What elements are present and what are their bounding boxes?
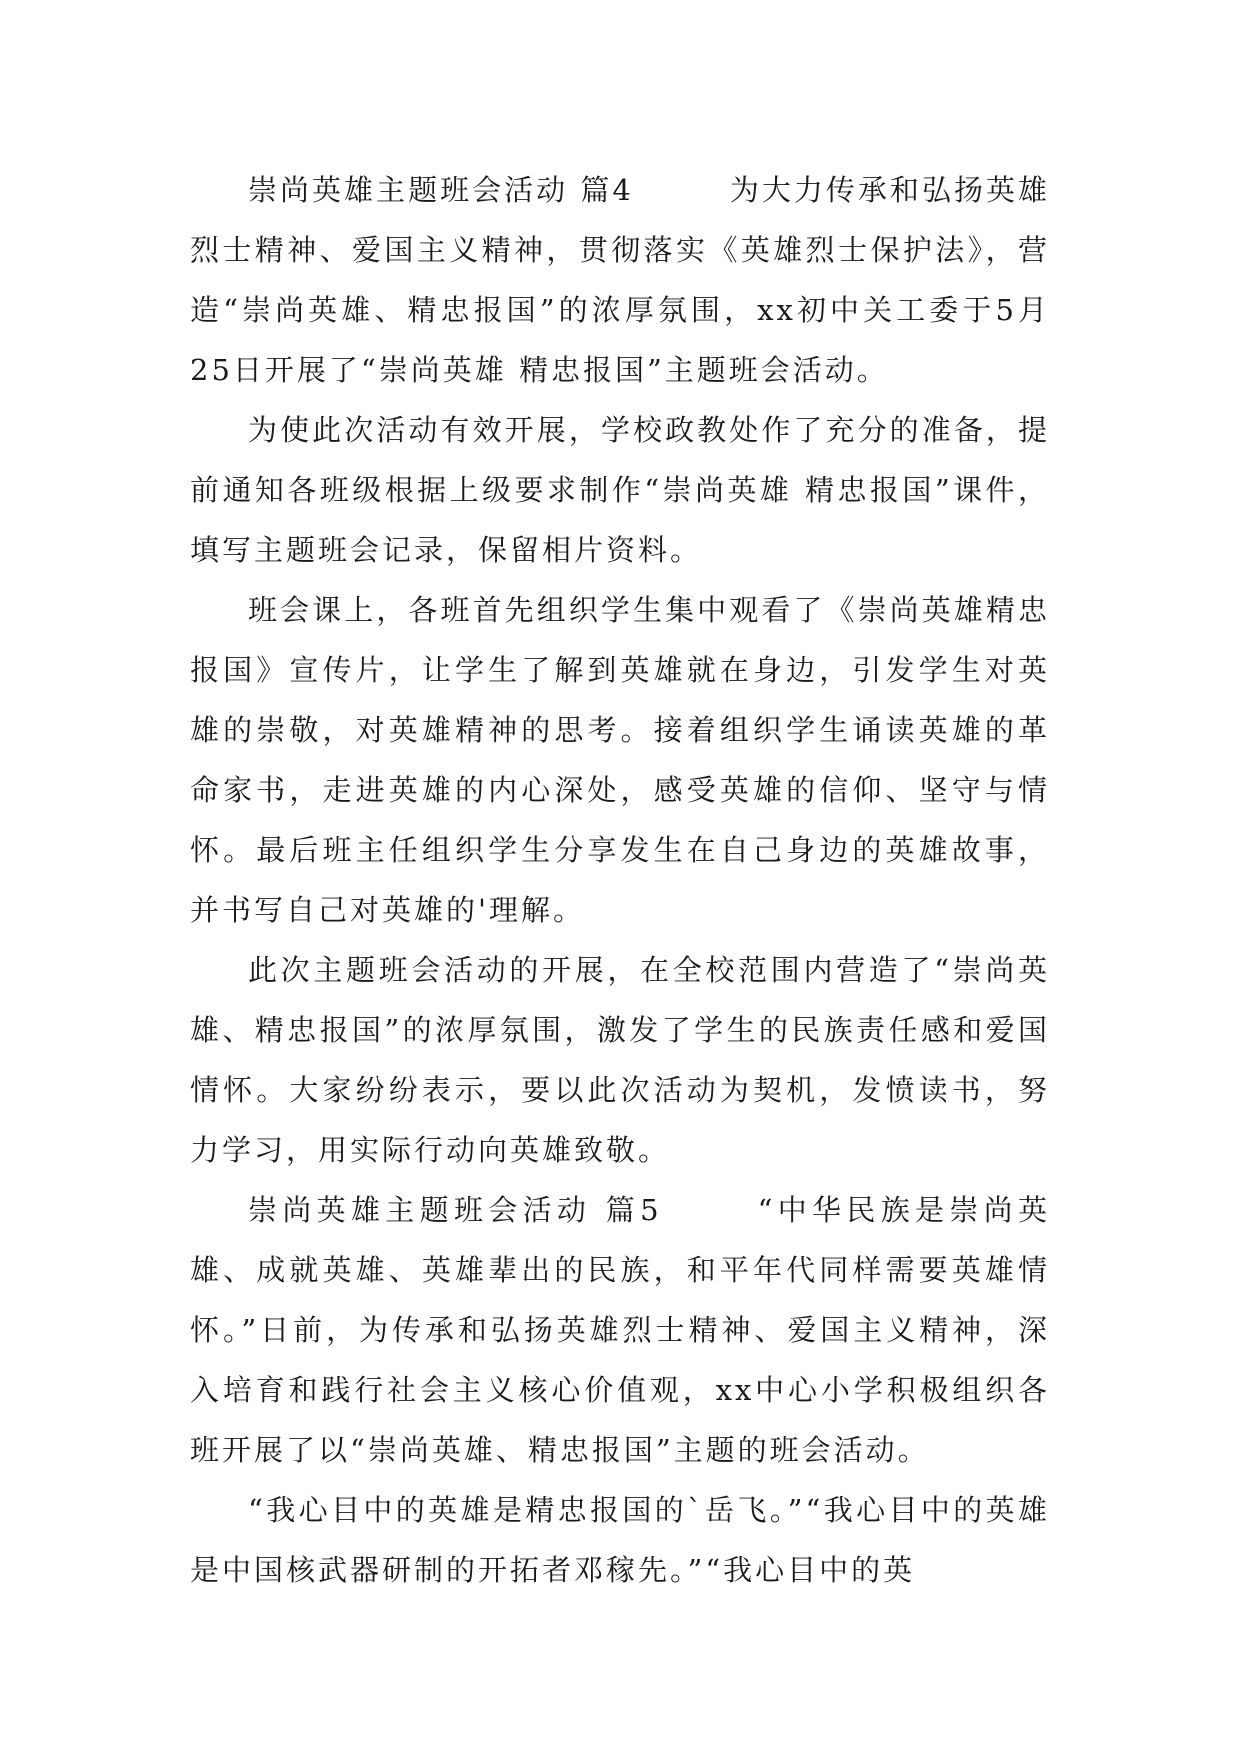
section-heading-5: 崇尚英雄主题班会活动 篇5: [248, 1193, 662, 1227]
paragraph-text: “中华民族是崇尚英雄、成就英雄、英雄辈出的民族，和平年代同样需要英雄情怀。”日前，为传承和弘扬英雄烈士精神、爱国主义精神，深入培育和践行社会主义核心价值观，xx中心小学积极组织各班开展了以“崇尚英雄、精忠报国”主题的班会活动。: [190, 1193, 1051, 1467]
paragraph-section-4-intro: [190, 160, 1050, 400]
paragraph-text: 为使此次活动有效开展，学校政教处作了充分的准备，提前通知各班级根据上级要求制作“崇尚英雄 精忠报国”课件，填写主题班会记录，保留相片资料。: [190, 413, 1050, 567]
paragraph-preparation: [190, 400, 1050, 580]
paragraph-text: “我心目中的英雄是精忠报国的`岳飞。”“我心目中的英雄是中国核武器研制的开拓者邓稼先。”“我心目中的英: [190, 1493, 1050, 1587]
paragraph-heroes-quotes: [190, 1480, 1050, 1600]
paragraph-class-meeting: [190, 580, 1050, 940]
paragraph-text: 此次主题班会活动的开展，在全校范围内营造了“崇尚英雄、精忠报国”的浓厚氛围，激发了学生的民族责任感和爱国情怀。大家纷纷表示，要以此次活动为契机，发愤读书，努力学习，用实际行动向英雄致敬。: [190, 953, 1050, 1167]
paragraph-summary: [190, 940, 1050, 1180]
paragraph-text: 班会课上，各班首先组织学生集中观看了《崇尚英雄精忠报国》宣传片，让学生了解到英雄就在身边，引发学生对英雄的崇敬，对英雄精神的思考。接着组织学生诵读英雄的革命家书，走进英雄的内心深处，感受英雄的信仰、坚守与情怀。最后班主任组织学生分享发生在自己身边的英雄故事，并书写自己对英雄的'理解。: [190, 593, 1050, 927]
section-heading-4: 崇尚英雄主题班会活动 篇4: [248, 173, 634, 207]
paragraph-section-5-intro: [190, 1180, 1050, 1480]
document-body: [190, 160, 1050, 1600]
paragraph-text: 为大力传承和弘扬英雄烈士精神、爱国主义精神，贯彻落实《英雄烈士保护法》，营造“崇尚英雄、精忠报国”的浓厚氛围，xx初中关工委于5月25日开展了“崇尚英雄 精忠报国”主题班会活动。: [190, 173, 1050, 387]
